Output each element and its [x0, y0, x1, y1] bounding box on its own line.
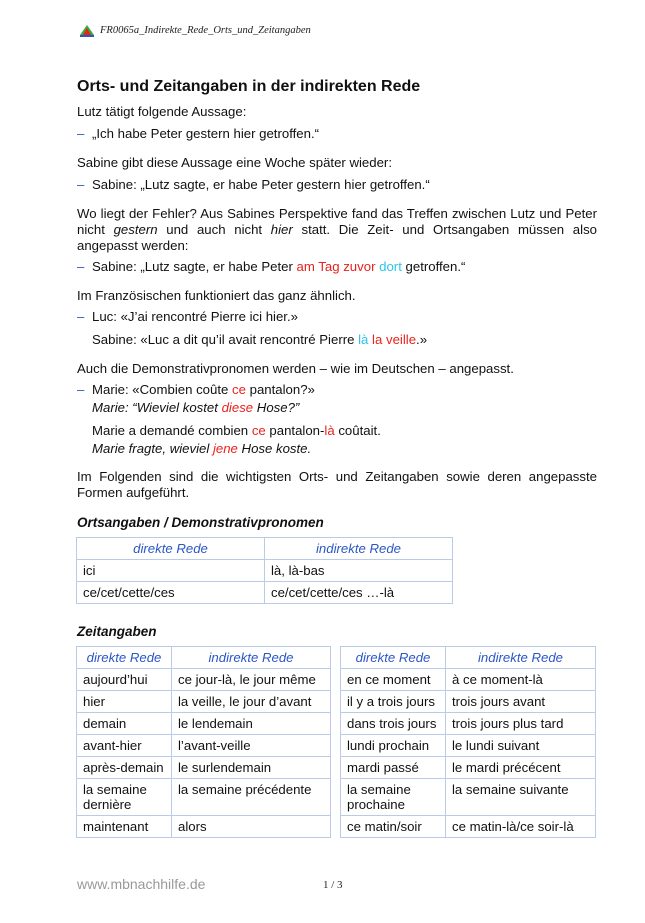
section-heading-ortsangaben: Ortsangaben / Demonstrativpronomen — [77, 515, 324, 530]
cell-direkte-rede: aujourd’hui — [77, 669, 172, 691]
table-row — [77, 713, 331, 735]
cell-direkte-rede: hier — [77, 691, 172, 713]
bullet-statement: – „Ich habe Peter gestern hier getroffen.“ — [77, 126, 320, 141]
paragraph-sabine: Sabine gibt diese Aussage eine Woche später wieder: — [77, 155, 392, 170]
paragraph-intro: Lutz tätigt folgende Aussage: — [77, 104, 247, 119]
table-row — [77, 560, 453, 582]
table-row — [341, 779, 596, 816]
page-title: Orts- und Zeitangaben in der indirekten Rede — [77, 78, 421, 95]
line-marie-indirect-german: Marie fragte, wieviel jene Hose koste. — [92, 441, 312, 456]
cell-indirekte-rede: la semaine suivante — [446, 779, 596, 816]
column-header-direkt: direkte Rede — [77, 538, 265, 560]
column-header-direkt: direkte Rede — [77, 647, 172, 669]
dash-bullet-icon: – — [77, 259, 85, 274]
section-heading-zeitangaben: Zeitangaben — [77, 624, 157, 639]
cell-indirekte-rede: là, là-bas — [265, 560, 453, 582]
cell-indirekte-rede: le lendemain — [172, 713, 331, 735]
bullet-marie: – Marie: «Combien coûte ce pantalon?» — [77, 382, 315, 397]
column-header-indirekt: indirekte Rede — [265, 538, 453, 560]
cell-indirekte-rede: l’avant-veille — [172, 735, 331, 757]
table-row — [341, 757, 596, 779]
page-number: 1 / 3 — [323, 879, 343, 891]
zeitangaben-table-right — [340, 646, 596, 838]
table-row — [77, 669, 331, 691]
paragraph-demonstrative: Auch die Demonstrativpronomen werden – wie im Deutschen – angepasst. — [77, 361, 514, 376]
cell-direkte-rede: la semaine prochaine — [341, 779, 446, 816]
dash-bullet-icon: – — [77, 126, 85, 141]
cell-indirekte-rede: le mardi précécent — [446, 757, 596, 779]
line-marie-german: Marie: “Wieviel kostet diese Hose?” — [92, 400, 300, 415]
column-header-direkt: direkte Rede — [341, 647, 446, 669]
paragraph-question: Wo liegt der Fehler? Aus Sabines Perspektive fand das Treffen zwischen Lutz und Peter nicht gestern und auch nicht hier statt. Die Zeit- und Ortsangaben müssen also angepasst werden: — [77, 206, 597, 253]
logo-icon — [80, 25, 94, 37]
cell-direkte-rede: ici — [77, 560, 265, 582]
table-row — [77, 691, 331, 713]
cell-indirekte-rede: trois jours avant — [446, 691, 596, 713]
cell-direkte-rede: demain — [77, 713, 172, 735]
dash-bullet-icon: – — [77, 177, 85, 192]
bullet-sabine-wrong: – Sabine: „Lutz sagte, er habe Peter gestern hier getroffen.“ — [77, 177, 430, 192]
cell-indirekte-rede: ce matin-là/ce soir-là — [446, 816, 596, 838]
cell-indirekte-rede: à ce moment-là — [446, 669, 596, 691]
cell-indirekte-rede: alors — [172, 816, 331, 838]
line-sabine-french: Sabine: «Luc a dit qu’il avait rencontré Pierre là la veille.» — [92, 332, 428, 347]
cell-indirekte-rede: la semaine précédente — [172, 779, 331, 816]
cell-indirekte-rede: le surlendemain — [172, 757, 331, 779]
cell-indirekte-rede: le lundi suivant — [446, 735, 596, 757]
cell-direkte-rede: dans trois jours — [341, 713, 446, 735]
cell-indirekte-rede: la veille, le jour d’avant — [172, 691, 331, 713]
footer-website: www.mbnachhilfe.de — [77, 876, 206, 892]
dash-bullet-icon: – — [77, 382, 85, 397]
dash-bullet-icon: – — [77, 309, 85, 324]
table-row — [341, 669, 596, 691]
cell-direkte-rede: après-demain — [77, 757, 172, 779]
table-row — [77, 735, 331, 757]
cell-indirekte-rede: ce/cet/cette/ces …-là — [265, 582, 453, 604]
table-row — [341, 735, 596, 757]
cell-direkte-rede: lundi prochain — [341, 735, 446, 757]
table-row — [77, 757, 331, 779]
cell-direkte-rede: la semaine dernière — [77, 779, 172, 816]
line-marie-indirect: Marie a demandé combien ce pantalon-là coûtait. — [92, 423, 381, 438]
table-row — [341, 713, 596, 735]
cell-direkte-rede: il y a trois jours — [341, 691, 446, 713]
bullet-sabine-correct: – Sabine: „Lutz sagte, er habe Peter am Tag zuvor dort getroffen.“ — [77, 259, 466, 274]
cell-direkte-rede: ce/cet/cette/ces — [77, 582, 265, 604]
paragraph-overview: Im Folgenden sind die wichtigsten Orts- und Zeitangaben sowie deren angepasste Formen aufgeführt. — [77, 469, 597, 500]
bullet-luc: – Luc: «J’ai rencontré Pierre ici hier.» — [77, 309, 298, 324]
cell-direkte-rede: avant-hier — [77, 735, 172, 757]
cell-direkte-rede: maintenant — [77, 816, 172, 838]
table-row — [341, 691, 596, 713]
paragraph-french: Im Französischen funktioniert das ganz ähnlich. — [77, 288, 356, 303]
column-header-indirekt: indirekte Rede — [446, 647, 596, 669]
ortsangaben-table — [76, 537, 453, 604]
zeitangaben-table-left — [76, 646, 331, 838]
table-row — [77, 582, 453, 604]
cell-indirekte-rede: trois jours plus tard — [446, 713, 596, 735]
document-filename: FR0065a_Indirekte_Rede_Orts_und_Zeitangaben — [100, 25, 311, 36]
table-row — [77, 779, 331, 816]
cell-direkte-rede: en ce moment — [341, 669, 446, 691]
cell-direkte-rede: ce matin/soir — [341, 816, 446, 838]
cell-direkte-rede: mardi passé — [341, 757, 446, 779]
table-row — [77, 816, 331, 838]
table-row — [341, 816, 596, 838]
cell-indirekte-rede: ce jour-là, le jour même — [172, 669, 331, 691]
column-header-indirekt: indirekte Rede — [172, 647, 331, 669]
